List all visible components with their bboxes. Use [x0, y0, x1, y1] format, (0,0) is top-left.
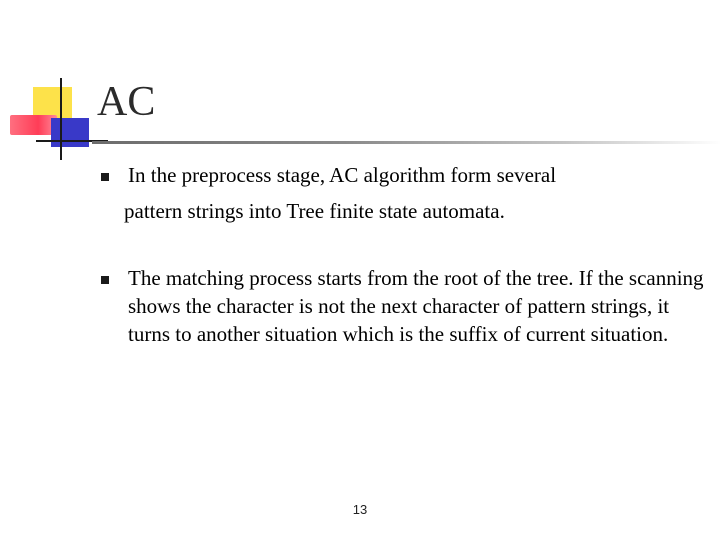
decorative-blue-square	[51, 118, 89, 147]
bullet-2-text: The matching process starts from the root of the tree. If the scanning shows the character is not the next character of pattern strings, it turns to another situation which is the suffix of current situation.	[128, 266, 704, 346]
bullet-1-line-2: pattern strings into Tree finite state automata.	[124, 199, 505, 223]
title-underline-rule	[92, 141, 720, 144]
slide-title: AC	[97, 79, 156, 125]
decorative-red-bar	[10, 115, 57, 135]
bullet-square-icon	[101, 276, 109, 284]
bullet-square-icon	[101, 173, 109, 181]
page-number: 13	[352, 502, 368, 517]
bullet-1-line-1: In the preprocess stage, AC algorithm form several	[128, 163, 557, 187]
decorative-vertical-line	[60, 78, 62, 160]
